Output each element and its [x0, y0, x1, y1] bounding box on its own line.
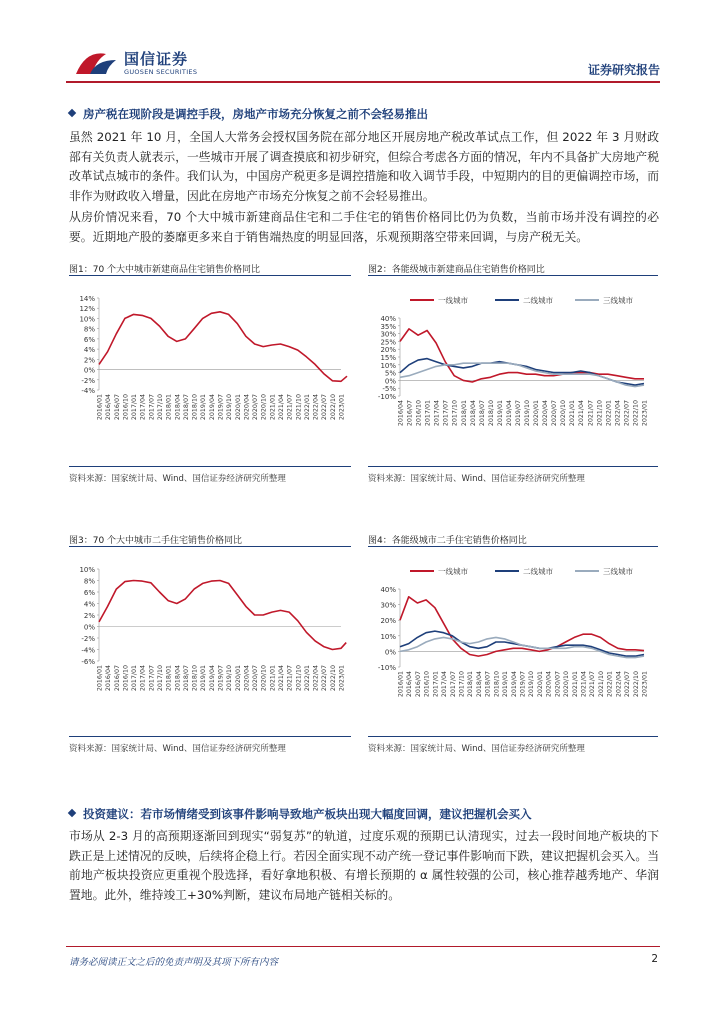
y-tick-label: 12% [79, 305, 95, 314]
x-tick-label: 2019/07 [217, 394, 225, 421]
x-tick-label: 2022/10 [329, 665, 337, 692]
x-tick-label: 2020/07 [252, 665, 260, 692]
x-tick-label: 2017/07 [148, 665, 156, 692]
x-tick-label: 2020/07 [551, 400, 559, 427]
x-tick-label: 2018/10 [487, 400, 495, 427]
section-1-paragraph-2: 从房价情况来看，70 个大中城市新建商品住宅和二手住宅的销售价格同比仍为负数，当前市场并没有调控的必要。近期地产股的萎靡更多来自于销售端热度的明显回落，乐观预期落空带来回调，与房产税无关。 [69, 210, 659, 244]
x-tick-label: 2022/10 [632, 671, 640, 698]
x-tick-label: 2017/10 [157, 394, 164, 421]
x-tick-label: 2021/10 [596, 400, 604, 427]
x-tick-label: 2018/04 [174, 665, 182, 692]
x-tick-label: 2022/07 [624, 671, 632, 698]
x-tick-label: 2017/10 [451, 400, 459, 427]
y-tick-label: 6% [83, 335, 95, 344]
y-tick-label: 15% [380, 354, 396, 362]
bullet-diamond-icon [68, 109, 76, 117]
x-tick-label: 2018/07 [182, 394, 190, 421]
x-tick-label: 2020/07 [252, 394, 260, 421]
figure-1-title: 图1：70 个大中城市新建商品住宅销售价格同比 [69, 265, 261, 275]
x-tick-label: 2017/01 [131, 394, 139, 421]
y-tick-label: 35% [380, 322, 396, 331]
x-tick-label: 2021/07 [286, 394, 294, 421]
x-tick-label: 2019/04 [208, 394, 216, 421]
section-1-title: 房产税在现阶段是调控手段，房地产市场充分恢复之前不会轻易推出 [83, 107, 428, 121]
figure-3-bottom-rule [69, 736, 351, 737]
y-tick-label: 2% [83, 356, 95, 365]
x-tick-label: 2018/10 [191, 665, 199, 692]
y-tick-label: -5% [382, 385, 396, 394]
x-tick-label: 2020/01 [536, 671, 544, 698]
y-tick-label: 30% [380, 330, 396, 339]
figure-4-bottom-rule [368, 736, 658, 737]
report-type-label: 证券研究报告 [587, 63, 660, 77]
y-tick-label: 0% [83, 366, 95, 375]
y-tick-label: 8% [83, 577, 95, 586]
x-tick-label: 2022/04 [614, 400, 622, 427]
x-tick-label: 2016/01 [397, 671, 405, 698]
x-tick-label: 2019/10 [226, 394, 234, 421]
x-tick-label: 2018/01 [165, 665, 173, 692]
x-tick-label: 2016/04 [397, 400, 405, 427]
y-tick-label: -2% [81, 376, 95, 385]
y-tick-label: 4% [83, 600, 95, 609]
x-tick-label: 2019/01 [502, 671, 510, 698]
x-tick-label: 2018/04 [174, 394, 182, 421]
x-tick-label: 2019/01 [200, 394, 208, 421]
x-tick-label: 2022/07 [623, 400, 631, 427]
x-tick-label: 2023/01 [338, 394, 346, 421]
x-tick-label: 2017/07 [148, 394, 156, 421]
figure-4-chart [368, 551, 658, 733]
legend-label: 三线城市 [603, 567, 633, 576]
figure-3-source: 资料来源：国家统计局、Wind、国信证券经济研究所整理 [69, 744, 286, 754]
x-tick-label: 2018/10 [493, 671, 501, 698]
series-line [400, 631, 644, 656]
x-tick-label: 2017/10 [458, 671, 466, 698]
legend-label: 二线城市 [523, 567, 553, 576]
x-tick-label: 2016/10 [415, 400, 423, 427]
x-tick-label: 2018/07 [478, 400, 486, 427]
series-line [400, 597, 644, 656]
y-tick-label: 5% [384, 369, 396, 378]
x-tick-label: 2022/04 [312, 394, 320, 421]
x-tick-label: 2021/01 [269, 394, 277, 421]
x-tick-label: 2022/07 [321, 665, 329, 692]
x-tick-label: 2017/04 [139, 665, 147, 692]
y-tick-label: 30% [380, 601, 396, 610]
x-tick-label: 2021/04 [278, 394, 285, 421]
section-1-heading [69, 106, 428, 122]
x-tick-label: 2019/07 [217, 665, 225, 692]
y-tick-label: 25% [380, 338, 396, 347]
y-tick-label: 10% [380, 361, 396, 370]
x-tick-label: 2020/10 [260, 665, 268, 692]
x-tick-label: 2016/04 [105, 394, 113, 421]
y-tick-label: 20% [380, 346, 396, 355]
x-tick-label: 2022/07 [321, 394, 329, 421]
figure-1-source: 资料来源：国家统计局、Wind、国信证券经济研究所整理 [69, 474, 286, 484]
x-tick-label: 2021/04 [578, 400, 586, 427]
x-tick-label: 2022/10 [632, 400, 640, 427]
x-tick-label: 2019/04 [208, 665, 216, 692]
figure-3-rule [69, 546, 351, 547]
figure-3-chart [69, 551, 351, 733]
section-2-paragraph: 市场从 2-3 月的高预期逐渐回到现实“弱复苏”的轨道，过度乐观的预期已认清现实，过去一段时间地产板块的下跌正是上述情况的反映，后续将企稳上行。若因全面实现不动产统一登记事件影响而下跌，建议把握机会买入。当前地产板块投资应更重视个股选择，看好拿地积极、有增长预期的 α 属性较强的公司，核心推荐越秀地产、华润置地。此外，维持竣工+30%判断，建议布局地产链相关标的。 [69, 829, 659, 902]
x-tick-label: 2018/10 [191, 394, 199, 421]
series-line [99, 581, 346, 650]
y-tick-label: -6% [81, 658, 95, 666]
x-tick-label: 2022/01 [303, 665, 311, 692]
x-tick-label: 2021/07 [587, 400, 595, 427]
x-tick-label: 2022/10 [329, 394, 337, 421]
y-tick-label: 10% [79, 315, 95, 324]
figure-2-rule [368, 275, 658, 276]
series-line [400, 329, 644, 382]
x-tick-label: 2020/01 [533, 400, 541, 427]
x-tick-label: 2022/01 [605, 400, 613, 427]
x-tick-label: 2017/10 [157, 665, 164, 692]
y-tick-label: 2% [83, 612, 95, 620]
x-tick-label: 2020/04 [243, 394, 251, 421]
x-tick-label: 2016/10 [122, 665, 130, 692]
x-tick-label: 2017/04 [139, 394, 147, 421]
figure-2-chart [368, 280, 658, 462]
x-tick-label: 2018/07 [484, 671, 492, 698]
x-tick-label: 2018/01 [467, 671, 475, 698]
y-tick-label: 6% [83, 589, 95, 597]
y-tick-label: 8% [83, 325, 95, 334]
x-tick-label: 2021/07 [589, 671, 597, 698]
x-tick-label: 2020/10 [563, 671, 571, 698]
x-tick-label: 2018/04 [475, 671, 483, 698]
figure-4-title: 图4：各能级城市二手住宅销售价格同比 [368, 536, 527, 546]
x-tick-label: 2020/04 [545, 671, 553, 698]
x-tick-label: 2016/04 [105, 665, 113, 692]
y-tick-label: -10% [377, 393, 396, 401]
figure-2-source: 资料来源：国家统计局、Wind、国信证券经济研究所整理 [368, 474, 585, 484]
figure-2-bottom-rule [368, 466, 658, 467]
x-tick-label: 2021/10 [295, 394, 303, 421]
series-line [400, 359, 644, 386]
x-tick-label: 2017/01 [432, 671, 440, 698]
x-tick-label: 2017/01 [424, 400, 432, 427]
x-tick-label: 2019/01 [200, 665, 208, 692]
y-tick-label: -2% [81, 635, 95, 643]
x-tick-label: 2021/01 [571, 671, 579, 698]
x-tick-label: 2016/04 [406, 671, 414, 698]
x-tick-label: 2016/01 [96, 665, 104, 692]
x-tick-label: 2019/04 [510, 671, 518, 698]
x-tick-label: 2023/01 [338, 665, 346, 692]
brand-name-cn: 国信证券 [124, 50, 189, 68]
x-tick-label: 2022/04 [312, 665, 320, 692]
x-tick-label: 2020/07 [554, 671, 562, 698]
y-tick-label: 10% [380, 632, 396, 641]
footer-divider [66, 946, 660, 947]
y-tick-label: 40% [380, 586, 396, 594]
figure-1-bottom-rule [69, 466, 351, 467]
x-tick-label: 2022/01 [606, 671, 614, 698]
section-1-paragraph-1: 虽然 2021 年 10 月，全国人大常务会授权国务院在部分地区开展房地产税改革试点工作，但 2022 年 3 月财政部有关负责人就表示，一些城市开展了调查摸底和初步研究，但综合考虑各方面的情况，年内不具备扩大房地产税改革试点城市的条件。我们认为，中国房产税更多是调控措施和收入调节手段，中短期内的目的更偏调控市场，而非作为财政收入增量，因此在房地产市场充分恢复之前不会轻易推出。 [69, 130, 659, 203]
x-tick-label: 2021/04 [580, 671, 588, 698]
x-tick-label: 2019/07 [519, 671, 527, 698]
x-tick-label: 2019/10 [226, 665, 234, 692]
x-tick-label: 2019/01 [496, 400, 504, 427]
x-tick-label: 2017/01 [131, 665, 139, 692]
legend-label: 一线城市 [438, 567, 468, 576]
legend-label: 二线城市 [523, 296, 553, 305]
y-tick-label: -4% [81, 387, 95, 395]
y-tick-label: 0% [384, 648, 396, 657]
figure-1-rule [69, 275, 351, 276]
x-tick-label: 2021/07 [286, 665, 294, 692]
legend-label: 一线城市 [438, 296, 468, 305]
y-tick-label: 40% [380, 315, 396, 323]
guosen-logo-icon [72, 48, 122, 78]
x-tick-label: 2022/01 [303, 394, 311, 421]
figure-4-rule [368, 546, 658, 547]
x-tick-label: 2023/01 [641, 671, 649, 698]
bullet-diamond-icon [68, 809, 76, 817]
x-tick-label: 2021/01 [569, 400, 577, 427]
section-2-heading [69, 806, 532, 822]
x-tick-label: 2016/07 [414, 671, 422, 698]
x-tick-label: 2019/10 [524, 400, 532, 427]
x-tick-label: 2020/01 [234, 394, 242, 421]
y-tick-label: 4% [83, 346, 95, 355]
y-tick-label: -4% [81, 646, 95, 655]
brand-name-en: GUOSEN SECURITIES [124, 68, 198, 76]
x-tick-label: 2018/07 [182, 665, 190, 692]
y-tick-label: 20% [380, 617, 396, 626]
x-tick-label: 2016/07 [406, 400, 414, 427]
figure-2-title: 图2：各能级城市新建商品住宅销售价格同比 [368, 265, 545, 275]
x-tick-label: 2016/10 [423, 671, 431, 698]
series-line [99, 312, 347, 382]
figure-3-title: 图3：70 个大中城市二手住宅销售价格同比 [69, 536, 243, 546]
footer-disclaimer: 请务必阅读正文之后的免责声明及其项下所有内容 [69, 957, 279, 968]
x-tick-label: 2021/10 [295, 665, 303, 692]
x-tick-label: 2021/01 [269, 665, 277, 692]
x-tick-label: 2018/04 [469, 400, 477, 427]
x-tick-label: 2016/07 [113, 665, 121, 692]
y-tick-label: 10% [79, 566, 95, 574]
x-tick-label: 2016/10 [122, 394, 130, 421]
x-tick-label: 2020/10 [560, 400, 568, 427]
figure-4-source: 资料来源：国家统计局、Wind、国信证券经济研究所整理 [368, 744, 585, 754]
x-tick-label: 2016/01 [96, 394, 104, 421]
x-tick-label: 2023/01 [641, 400, 649, 427]
x-tick-label: 2020/10 [260, 394, 268, 421]
x-tick-label: 2021/04 [278, 665, 285, 692]
x-tick-label: 2020/04 [243, 665, 251, 692]
legend-label: 三线城市 [603, 296, 633, 305]
x-tick-label: 2017/04 [433, 400, 441, 427]
x-tick-label: 2018/01 [165, 394, 173, 421]
section-2-title: 投资建议：若市场情绪受到该事件影响导致地产板块出现大幅度回调，建议把握机会买入 [83, 807, 532, 821]
x-tick-label: 2017/07 [442, 400, 450, 427]
y-tick-label: -10% [377, 664, 396, 672]
y-tick-label: 0% [384, 377, 396, 386]
figure-1-chart [69, 280, 351, 462]
x-tick-label: 2020/04 [542, 400, 550, 427]
x-tick-label: 2017/07 [449, 671, 457, 698]
y-tick-label: 14% [79, 295, 95, 303]
x-tick-label: 2019/04 [505, 400, 513, 427]
header-divider [66, 81, 660, 83]
x-tick-label: 2019/07 [514, 400, 522, 427]
x-tick-label: 2017/04 [441, 671, 449, 698]
page-number: 2 [651, 953, 658, 965]
x-tick-label: 2018/01 [460, 400, 468, 427]
x-tick-label: 2022/04 [615, 671, 623, 698]
x-tick-label: 2016/07 [113, 394, 121, 421]
x-tick-label: 2020/01 [234, 665, 242, 692]
y-tick-label: 0% [83, 623, 95, 632]
x-tick-label: 2019/10 [528, 671, 536, 698]
x-tick-label: 2021/10 [597, 671, 605, 698]
